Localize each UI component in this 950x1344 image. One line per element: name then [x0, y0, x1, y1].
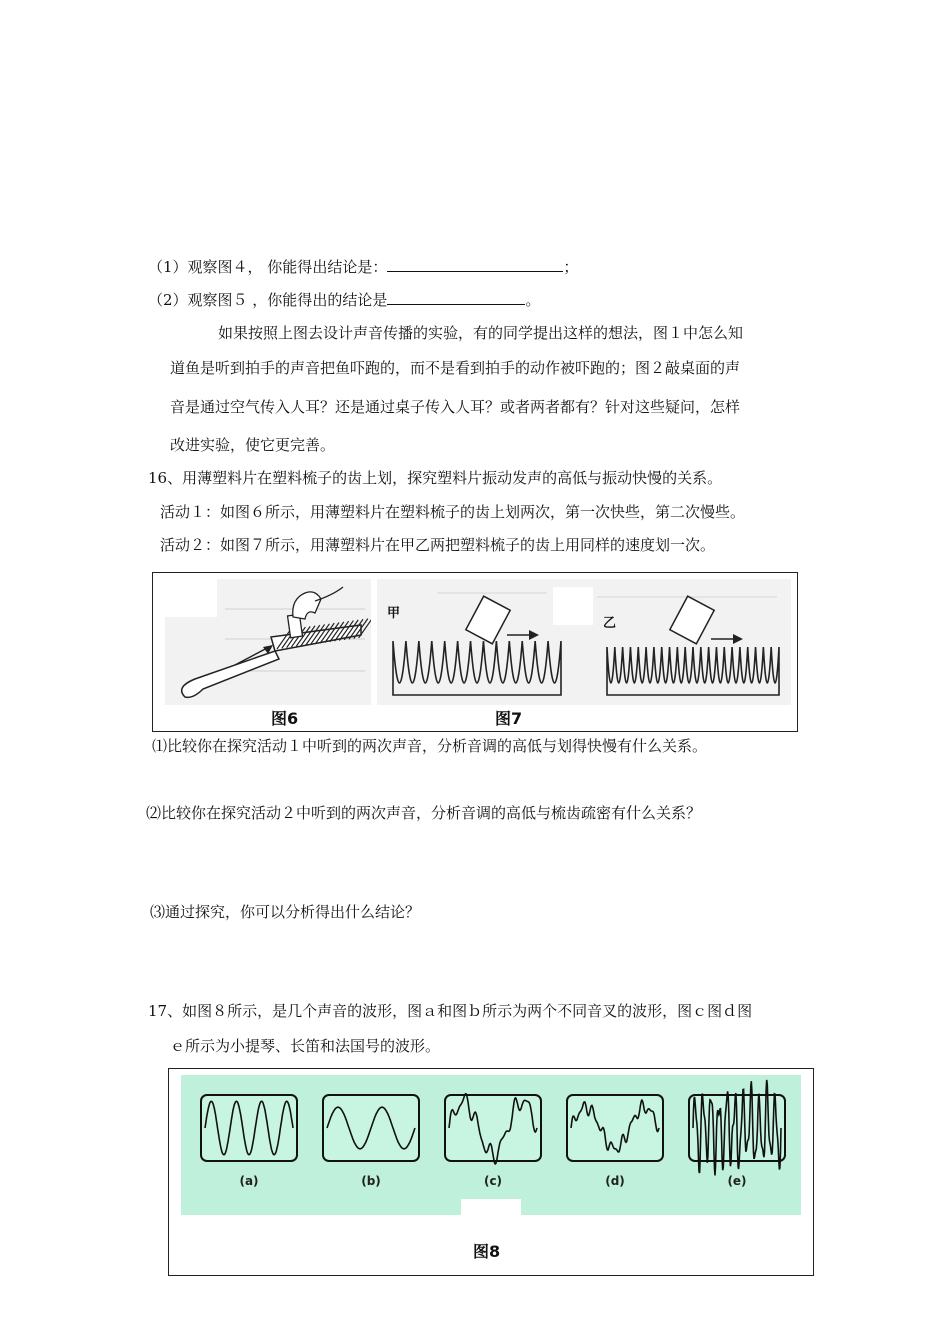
comb-jia-label: 甲 [387, 606, 401, 621]
q17-line-1: 17、如图８所示，是几个声音的波形，图ａ和图ｂ所示为两个不同音叉的波形，图ｃ图ｄ图 [148, 1002, 753, 1020]
q16-title: 16、用薄塑料片在塑料梳子的齿上划，探究塑料片振动发声的高低与振动快慢的关系。 [148, 469, 723, 487]
waveform-label-c: (c) [483, 1174, 503, 1188]
figure-8-frame [168, 1068, 814, 1276]
figure-7-caption: 图7 [495, 709, 523, 728]
q16-activity-1: 活动１：如图６所示，用薄塑料片在塑料梳子的齿上划两次，第一次快些，第二次慢些。 [160, 503, 746, 521]
q16-sub-1: ⑴比较你在探究活动１中听到的两次声音，分析音调的高低与划得快慢有什么关系。 [152, 737, 708, 755]
q15-para-line-3: 音是通过空气传入人耳？还是通过桌子传入人耳？或者两者都有？针对这些疑问，怎样 [170, 398, 741, 416]
q15-para-line-4: 改进实验，使它更完善。 [170, 436, 336, 454]
q16-sub-2: ⑵比较你在探究活动２中听到的两次声音，分析音调的高低与梳齿疏密有什么关系？ [146, 804, 702, 822]
q15-para-line-1: 如果按照上图去设计声音传播的实验，有的同学提出这样的想法，图１中怎么知 [218, 324, 744, 342]
comb-stroke-illustration [165, 579, 371, 705]
q15-part2-end: 。 [525, 291, 541, 309]
waveform-panel [181, 1075, 801, 1215]
answer-blank-2[interactable] [387, 290, 525, 305]
q16-activity-2: 活动２：如图７所示，用薄塑料片在甲乙两把塑料梳子的齿上用同样的速度划一次。 [160, 536, 716, 554]
q15-part1 [148, 257, 578, 277]
q16-sub-3: ⑶通过探究，你可以分析得出什么结论？ [150, 903, 421, 921]
q15-part1-text: （1）观察图４， 你能得出结论是： [148, 258, 388, 276]
answer-blank-1[interactable] [387, 257, 563, 272]
waveform-label-b: (b) [361, 1174, 381, 1188]
waveform-label-d: (d) [605, 1174, 625, 1188]
waveform-label-e: (e) [727, 1174, 747, 1188]
figure-6-7-frame [152, 572, 798, 732]
waveform-box-d [567, 1095, 663, 1161]
q17-line-2: ｅ所示为小提琴、长笛和法国号的波形。 [170, 1037, 441, 1055]
figure-8-caption: 图8 [473, 1242, 501, 1261]
q15-part1-end: ； [563, 258, 579, 276]
figure-6-caption: 图6 [271, 709, 299, 728]
q15-para-line-2: 道鱼是听到拍手的声音把鱼吓跑的，而不是看到拍手的动作被吓跑的；图２敲桌面的声 [170, 359, 741, 377]
waveform-label-a: (a) [239, 1174, 259, 1188]
q15-part2-text: （2）观察图５ ，你能得出的结论是 [148, 291, 388, 309]
q15-part2 [148, 290, 540, 310]
comb-yi-label: 乙 [603, 616, 617, 631]
two-combs-illustration [377, 579, 791, 705]
waveform-box-a [201, 1095, 297, 1161]
